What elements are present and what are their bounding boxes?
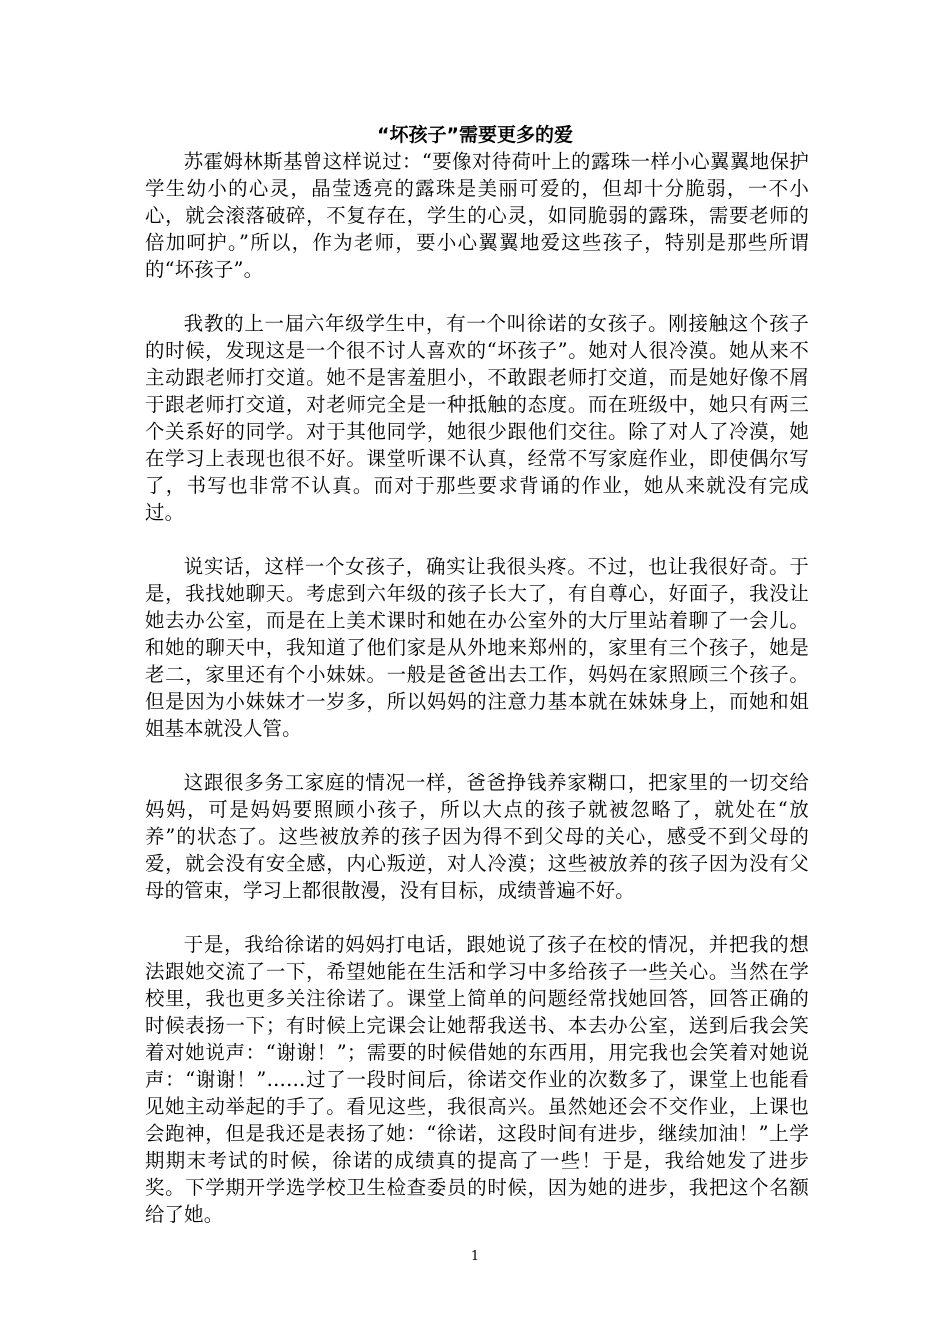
paragraph-5: 于是，我给徐诺的妈妈打电话，跟她说了孩子在校的情况，并把我的想法跟她交流了一下，希望她能在生活和学习中多给孩子一些关心。当然在学校里，我也更多关注徐诺了。课堂上简单的问题经常找她回答，回答正确的时候表扬一下；有时候上完课会让她帮我送书、本去办公室，送到后我会笑着对她说声：“谢谢！”；需要的时候借她的东西用，用完我也会笑着对她说声：“谢谢！”……过了一段时间后，徐诺交作业的次数多了，课堂上也能看见她主动举起的手了。看见这些，我很高兴。虽然她还会不交作业，上课也会跑神，但是我还是表扬了她：“徐诺，这段时间有进步，继续加油！”上学期期末考试的时候，徐诺的成绩真的提高了一些！于是，我给她发了进步奖。下学期开学选学校卫生检查委员的时候，因为她的进步，我把这个名额给了她。 (145, 933, 809, 1226)
paragraph-2: 我教的上一届六年级学生中，有一个叫徐诺的女孩子。刚接触这个孩子的时候，发现这是一个很不讨人喜欢的“坏孩子”。她对人很冷漠。她从来不主动跟老师打交道。她不是害羞胆小，不敢跟老师打交道，而是她好像不屑于跟老师打交道，对老师完全是一种抵触的态度。而在班级中，她只有两三个关系好的同学。对于其他同学，她很少跟他们交往。除了对人了冷漠，她在学习上表现也很不好。课堂听课不认真，经常不写家庭作业，即使偶尔写了，书写也非常不认真。而对于那些要求背诵的作业，她从来就没有完成过。 (145, 312, 809, 524)
document-body (145, 148, 809, 1228)
paragraph-4: 这跟很多务工家庭的情况一样，爸爸挣钱养家糊口，把家里的一切交给妈妈，可是妈妈要照顾小孩子，所以大点的孩子就被忽略了，就处在“放养”的状态了。这些被放养的孩子因为得不到父母的关心，感受不到父母的爱，就会没有安全感，内心叛逆，对人冷漠；这些被放养的孩子因为没有父母的管束，学习上都很散漫，没有目标，成绩普遍不好。 (145, 771, 809, 902)
page-number: 1 (470, 1249, 480, 1264)
paragraph-3: 说实话，这样一个女孩子，确实让我很头疼。不过，也让我很好奇。于是，我找她聊天。考虑到六年级的孩子长大了，有自尊心，好面子，我没让她去办公室，而是在上美术课时和她在办公室外的大厅里站着聊了一会儿。和她的聊天中，我知道了他们家是从外地来郑州的，家里有三个孩子，她是老二，家里还有个小妹妹。一般是爸爸出去工作，妈妈在家照顾三个孩子。但是因为小妹妹才一岁多，所以妈妈的注意力基本就在妹妹身上，而她和姐姐基本就没人管。 (145, 555, 809, 740)
document-title: “坏孩子”需要更多的爱 (377, 124, 573, 146)
paragraph-1: 苏霍姆林斯基曾这样说过：“要像对待荷叶上的露珠一样小心翼翼地保护学生幼小的心灵，晶莹透亮的露珠是美丽可爱的，但却十分脆弱，一不小心，就会滚落破碎，不复存在，学生的心灵，如同脆弱的露珠，需要老师的倍加呵护。”所以，作为老师，要小心翼翼地爱这些孩子，特别是那些所谓的“坏孩子”。 (145, 150, 809, 281)
